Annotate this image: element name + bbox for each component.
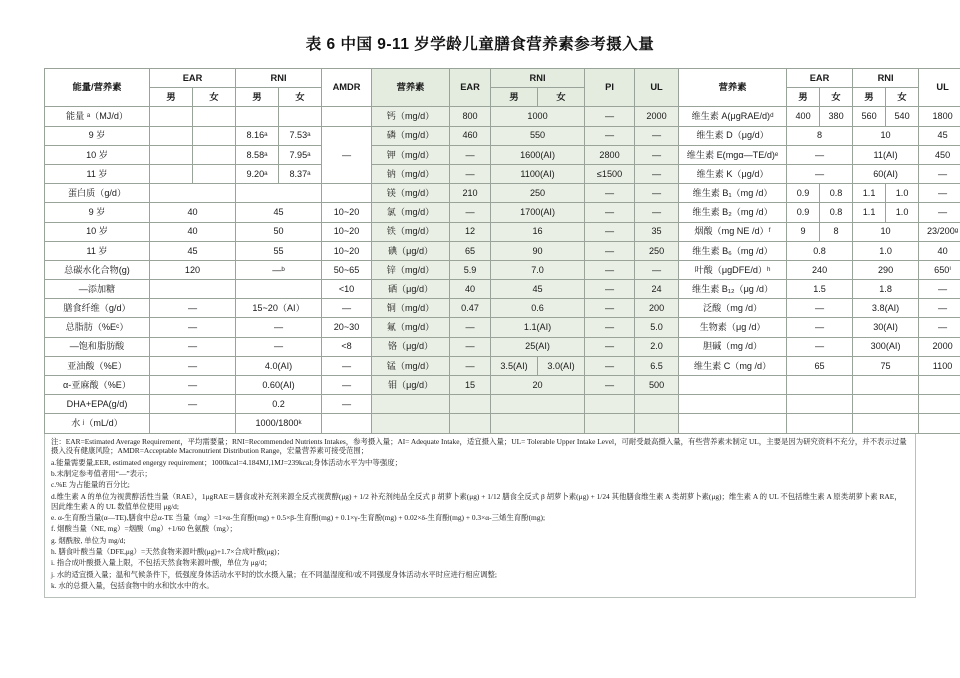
right-ul: [919, 395, 960, 414]
left-rni-male: 8.58ᵃ: [236, 145, 279, 164]
left-ear-female: [193, 164, 236, 183]
footnote-line: a.能量需要量,EER, estimated engergy requirement；1000kcal=4.184MJ,1MJ=239kcal;身体活动水平为中等强度；: [51, 457, 402, 467]
middle-ear: 0.47: [450, 299, 491, 318]
right-rni-span: [853, 414, 919, 433]
right-nutrient-label: 烟酸（mg NE /d）ᶠ: [679, 222, 787, 241]
table-body: [45, 107, 960, 433]
footnote-line: c.%E 为占能量的百分比;: [51, 480, 130, 490]
middle-rni-span: 1700(AI): [491, 203, 585, 222]
left-row-label: DHA+EPA(g/d): [45, 395, 150, 414]
middle-rni-span: 1600(AI): [491, 145, 585, 164]
left-ear-span: —: [150, 376, 236, 395]
middle-ear: [450, 414, 491, 433]
table-row: [45, 337, 960, 356]
nutrition-table: [44, 68, 960, 434]
left-rni-span: 0.2: [236, 395, 322, 414]
middle-pi: —: [585, 260, 635, 279]
right-nutrient-label: 泛酸（mg /d）: [679, 299, 787, 318]
left-ear-span: —: [150, 318, 236, 337]
left-ear-span: 40: [150, 222, 236, 241]
header-left-nutrient: 能量/营养素: [45, 69, 150, 107]
table-row: [45, 107, 960, 126]
left-rni-female: 7.53ᵃ: [279, 126, 322, 145]
middle-pi: [585, 414, 635, 433]
left-row-label: 膳食纤维（g/d）: [45, 299, 150, 318]
table-row: [45, 164, 960, 183]
right-ear-female: 0.8: [820, 203, 853, 222]
right-ear-span: [787, 414, 853, 433]
footnote-line: j. 水的适宜摄入量；温和气候条件下，低强度身体活动水平时的饮水摄入量；在不同温湿度和/或不同强度身体活动水平时应进行相应调整;: [51, 569, 497, 579]
right-ul: 450: [919, 145, 960, 164]
footnote-line: h. 膳食叶酸当量（DFE,μg）=天然食物来源叶酸(μg)+1.7×合成叶酸(μg)；: [51, 546, 284, 556]
right-rni-male: 1.1: [853, 203, 886, 222]
right-nutrient-label: 生物素（μg /d）: [679, 318, 787, 337]
right-rni-span: 3.8(AI): [853, 299, 919, 318]
left-ear-male: [150, 145, 193, 164]
middle-ear: [450, 395, 491, 414]
header-right-rni-female: 女: [886, 88, 919, 107]
middle-rni-span: 0.6: [491, 299, 585, 318]
header-left-ear-female: 女: [193, 88, 236, 107]
right-ear-span: —: [787, 299, 853, 318]
header-right-rni-male: 男: [853, 88, 886, 107]
middle-ul: —: [635, 184, 679, 203]
left-amdr: —: [322, 299, 372, 318]
middle-ear: —: [450, 145, 491, 164]
header-left-rni-female: 女: [279, 88, 322, 107]
middle-nutrient-label: [372, 395, 450, 414]
right-ul: 2000: [919, 337, 960, 356]
header-left-rni-male: 男: [236, 88, 279, 107]
right-ear-span: 240: [787, 260, 853, 279]
right-rni-male: 560: [853, 107, 886, 126]
right-ul: —: [919, 184, 960, 203]
middle-ul: 35: [635, 222, 679, 241]
middle-ear: 65: [450, 241, 491, 260]
footnote-line: d.维生素 A 的单位为视黄醇活性当量（RAE），1μgRAE＝膳食或补充剂来源全反式视黄醇(μg) + 1/2 补充剂纯品全反式 β 胡萝卜素(μg) + 1/12 膳食全反式 β 胡萝卜素(μg) + 1/24 其他膳食维生素 A 类胡萝卜素(μg)；维生素 A 的 UL 不包括维生素 A 原类胡萝卜素 RAE，因此维生素 A 的 UL 数值单位使用 μg/d;: [51, 491, 902, 511]
left-amdr: 20~30: [322, 318, 372, 337]
middle-pi: —: [585, 107, 635, 126]
middle-rni-span: 16: [491, 222, 585, 241]
header-middle-nutrient: 营养素: [372, 69, 450, 107]
header-right-ul: UL: [919, 69, 960, 107]
left-rni-span: —: [236, 337, 322, 356]
right-ear-span: 0.8: [787, 241, 853, 260]
left-amdr: —: [322, 376, 372, 395]
left-ear-female: [193, 126, 236, 145]
right-nutrient-label: 维生素 E(mgα—TE/d)ᵉ: [679, 145, 787, 164]
middle-rni-male: 3.5(AI): [491, 356, 538, 375]
middle-rni-span: [491, 414, 585, 433]
right-ul: —: [919, 299, 960, 318]
left-rni-span: 50: [236, 222, 322, 241]
left-row-label: —饱和脂肪酸: [45, 337, 150, 356]
middle-ul: [635, 395, 679, 414]
middle-rni-span: 20: [491, 376, 585, 395]
middle-rni-span: 1100(AI): [491, 164, 585, 183]
right-nutrient-label: [679, 395, 787, 414]
right-rni-span: 1.8: [853, 280, 919, 299]
left-ear-span: [150, 184, 236, 203]
left-ear-span: [150, 280, 236, 299]
left-amdr: 10~20: [322, 222, 372, 241]
left-row-label: —添加糖: [45, 280, 150, 299]
left-rni-male: 9.20ᵃ: [236, 164, 279, 183]
middle-nutrient-label: 钠（mg/d）: [372, 164, 450, 183]
table-row: [45, 414, 960, 433]
left-rni-male: [236, 107, 279, 126]
middle-nutrient-label: 锌（mg/d）: [372, 260, 450, 279]
right-ear-span: —: [787, 145, 853, 164]
left-rni-span: 0.60(AI): [236, 376, 322, 395]
middle-ul: 6.5: [635, 356, 679, 375]
header-right-ear-male: 男: [787, 88, 820, 107]
right-rni-span: 290: [853, 260, 919, 279]
middle-ul: [635, 414, 679, 433]
middle-ul: —: [635, 203, 679, 222]
header-row-top: [45, 69, 960, 88]
middle-pi: —: [585, 126, 635, 145]
left-amdr: —: [322, 356, 372, 375]
table-row: [45, 280, 960, 299]
left-rni-span: —: [236, 318, 322, 337]
right-rni-female: 1.0: [886, 184, 919, 203]
footnote-line: e. α-生育酚当量(α—TE),膳食中总α-TE 当量（mg）=1×α-生育酚(mg) + 0.5×β-生育酚(mg) + 0.1×γ-生育酚(mg) + 0.02×δ-生育酚(mg) + 0.3×α-三烯生育酚(mg);: [51, 512, 545, 522]
table-row: [45, 222, 960, 241]
right-rni-span: 1.0: [853, 241, 919, 260]
header-middle-rni-female: 女: [538, 88, 585, 107]
left-row-label: 11 岁: [45, 164, 150, 183]
middle-rni-female: 3.0(AI): [538, 356, 585, 375]
left-ear-male: [150, 107, 193, 126]
middle-pi: —: [585, 280, 635, 299]
right-ul: —: [919, 318, 960, 337]
right-ul: 1100: [919, 356, 960, 375]
right-ear-male: 0.9: [787, 184, 820, 203]
right-ul: —: [919, 280, 960, 299]
left-amdr: [322, 184, 372, 203]
middle-ear: —: [450, 337, 491, 356]
left-amdr: [322, 414, 372, 433]
right-nutrient-label: 维生素 B₆（mg /d）: [679, 241, 787, 260]
left-ear-span: 40: [150, 203, 236, 222]
middle-ul: 2.0: [635, 337, 679, 356]
left-row-label: 10 岁: [45, 222, 150, 241]
table-row: [45, 376, 960, 395]
right-ul: 650ⁱ: [919, 260, 960, 279]
middle-ul: —: [635, 126, 679, 145]
left-amdr: 10~20: [322, 203, 372, 222]
right-nutrient-label: 维生素 C（mg /d）: [679, 356, 787, 375]
left-ear-female: [193, 107, 236, 126]
middle-pi: 2800: [585, 145, 635, 164]
left-rni-span: [236, 184, 322, 203]
left-amdr: [322, 107, 372, 126]
middle-ul: —: [635, 260, 679, 279]
middle-ear: 460: [450, 126, 491, 145]
left-rni-span: 1000/1800ᵏ: [236, 414, 322, 433]
table-row: [45, 260, 960, 279]
middle-pi: [585, 395, 635, 414]
header-left-ear-male: 男: [150, 88, 193, 107]
right-ul: 1800: [919, 107, 960, 126]
right-ear-male: 400: [787, 107, 820, 126]
left-row-label: 总脂肪（%Eᶜ）: [45, 318, 150, 337]
right-rni-span: 30(AI): [853, 318, 919, 337]
right-nutrient-label: 维生素 B₁（mg /d）: [679, 184, 787, 203]
left-rni-male: 8.16ᵃ: [236, 126, 279, 145]
footnote-line: b.未制定参考值者用“—”表示；: [51, 469, 152, 479]
footnote-line: 注：EAR=Estimated Average Requirement，平均需要量；RNI=Recommended Nutrients Intakes，参考摄入量；AI= Adequate Intake，适宜摄入量；UL= Tolerable Upper Intake Level，可耐受最高摄入量，有些营养素未制定 UL，主要是因为研究资料不充分，并不表示过量摄入没有健康风险；AMDR=Acceptable Macronutrient Distribution Range，宏量营养素可接受范围；: [51, 436, 907, 456]
middle-nutrient-label: 碘（μg/d）: [372, 241, 450, 260]
left-amdr: 10~20: [322, 241, 372, 260]
right-rni-span: 75: [853, 356, 919, 375]
middle-ul: 250: [635, 241, 679, 260]
right-ear-span: [787, 395, 853, 414]
table-row: [45, 145, 960, 164]
left-ear-span: 120: [150, 260, 236, 279]
right-rni-span: 10: [853, 126, 919, 145]
left-row-label: 能量 ᵃ（MJ/d）: [45, 107, 150, 126]
middle-nutrient-label: 磷（mg/d）: [372, 126, 450, 145]
left-ear-male: [150, 164, 193, 183]
table-row: [45, 184, 960, 203]
middle-ear: —: [450, 203, 491, 222]
header-right-nutrient: 营养素: [679, 69, 787, 107]
middle-nutrient-label: 铜（mg/d）: [372, 299, 450, 318]
right-ul: —: [919, 203, 960, 222]
header-left-amdr: AMDR: [322, 69, 372, 107]
middle-nutrient-label: 锰（mg/d）: [372, 356, 450, 375]
footnote-line: k. 水的总摄入量，包括食物中的水和饮水中的水。: [51, 581, 214, 591]
right-ear-span: 65: [787, 356, 853, 375]
header-left-ear: EAR: [150, 69, 236, 88]
left-rni-span: 55: [236, 241, 322, 260]
middle-ear: 5.9: [450, 260, 491, 279]
footnote-line: g. 烟酰胺, 单位为 mg/d;: [51, 535, 126, 545]
left-row-label: 11 岁: [45, 241, 150, 260]
middle-nutrient-label: 氟（mg/d）: [372, 318, 450, 337]
middle-pi: —: [585, 203, 635, 222]
middle-rni-span: 7.0: [491, 260, 585, 279]
middle-nutrient-label: 镁（mg/d）: [372, 184, 450, 203]
middle-nutrient-label: 氯（mg/d）: [372, 203, 450, 222]
header-middle-ear: EAR: [450, 69, 491, 107]
middle-ul: —: [635, 145, 679, 164]
middle-ul: 200: [635, 299, 679, 318]
table-header: [45, 69, 960, 107]
table-row: [45, 356, 960, 375]
middle-rni-span: [491, 395, 585, 414]
middle-nutrient-label: [372, 414, 450, 433]
middle-pi: —: [585, 184, 635, 203]
right-ul: [919, 414, 960, 433]
page-title: 表 6 中国 9-11 岁学龄儿童膳食营养素参考摄入量: [305, 36, 655, 53]
right-rni-span: 60(AI): [853, 164, 919, 183]
right-ear-female: 380: [820, 107, 853, 126]
middle-rni-span: 90: [491, 241, 585, 260]
header-right-ear-female: 女: [820, 88, 853, 107]
middle-ul: 500: [635, 376, 679, 395]
nutrition-table-container: [44, 68, 959, 434]
left-amdr: —: [322, 126, 372, 184]
table-row: [45, 395, 960, 414]
left-row-label: 9 岁: [45, 203, 150, 222]
left-row-label: α-亚麻酸（%E）: [45, 376, 150, 395]
right-nutrient-label: 维生素 B₂（mg /d）: [679, 203, 787, 222]
right-rni-male: 1.1: [853, 184, 886, 203]
middle-ear: 12: [450, 222, 491, 241]
right-rni-span: [853, 376, 919, 395]
header-right-rni: RNI: [853, 69, 919, 88]
right-ul: 40: [919, 241, 960, 260]
left-rni-female: [279, 107, 322, 126]
left-amdr: <10: [322, 280, 372, 299]
right-ear-span: 8: [787, 126, 853, 145]
right-rni-span: 10: [853, 222, 919, 241]
header-middle-rni: RNI: [491, 69, 585, 88]
right-ear-female: 0.8: [820, 184, 853, 203]
middle-nutrient-label: 钼（μg/d）: [372, 376, 450, 395]
left-row-label: 蛋白质（g/d）: [45, 184, 150, 203]
left-rni-span: 45: [236, 203, 322, 222]
left-ear-span: —: [150, 299, 236, 318]
middle-nutrient-label: 钾（mg/d）: [372, 145, 450, 164]
middle-nutrient-label: 铬（μg/d）: [372, 337, 450, 356]
header-row-bottom: [45, 88, 960, 107]
table-row: [45, 299, 960, 318]
middle-rni-span: 1.1(AI): [491, 318, 585, 337]
footnote-line: i. 指合成叶酸摄入量上限，不包括天然食物来源叶酸，单位为 μg/d；: [51, 558, 272, 568]
middle-nutrient-label: 硒（μg/d）: [372, 280, 450, 299]
right-nutrient-label: [679, 376, 787, 395]
right-nutrient-label: 维生素 B₁₂（μg /d）: [679, 280, 787, 299]
left-row-label: 水 ʲ（mL/d）: [45, 414, 150, 433]
left-row-label: 总碳水化合物(g): [45, 260, 150, 279]
left-row-label: 9 岁: [45, 126, 150, 145]
middle-pi: —: [585, 241, 635, 260]
header-middle-ul: UL: [635, 69, 679, 107]
middle-rni-span: 250: [491, 184, 585, 203]
footnote-line: f. 烟酸当量（NE, mg）=烟酸（mg）+1/60 色氨酸（mg）；: [51, 524, 237, 534]
left-ear-span: [150, 414, 236, 433]
left-rni-span: 15~20（AI）: [236, 299, 322, 318]
right-ul: —: [919, 164, 960, 183]
left-amdr: 50~65: [322, 260, 372, 279]
left-rni-span: [236, 280, 322, 299]
right-ear-span: —: [787, 164, 853, 183]
right-ear-span: —: [787, 318, 853, 337]
middle-pi: —: [585, 222, 635, 241]
right-ul: 23/200ᵍ: [919, 222, 960, 241]
middle-pi: —: [585, 318, 635, 337]
right-rni-span: [853, 395, 919, 414]
header-middle-rni-male: 男: [491, 88, 538, 107]
header-right-ear: EAR: [787, 69, 853, 88]
right-rni-span: 300(AI): [853, 337, 919, 356]
table-row: [45, 126, 960, 145]
middle-ul: 5.0: [635, 318, 679, 337]
left-ear-span: —: [150, 356, 236, 375]
middle-ear: —: [450, 164, 491, 183]
right-ear-span: [787, 376, 853, 395]
right-nutrient-label: 维生素 A(μgRAE/d)ᵈ: [679, 107, 787, 126]
left-rni-span: 4.0(AI): [236, 356, 322, 375]
right-ul: [919, 376, 960, 395]
right-ear-male: 0.9: [787, 203, 820, 222]
middle-ear: 800: [450, 107, 491, 126]
right-nutrient-label: 维生素 D（μg/d）: [679, 126, 787, 145]
middle-ear: —: [450, 356, 491, 375]
table-row: [45, 203, 960, 222]
middle-pi: —: [585, 299, 635, 318]
right-rni-female: 1.0: [886, 203, 919, 222]
table-row: [45, 241, 960, 260]
right-ear-male: 9: [787, 222, 820, 241]
left-rni-span: —ᵇ: [236, 260, 322, 279]
middle-ul: 2000: [635, 107, 679, 126]
table-footnotes: [44, 434, 916, 599]
middle-ear: —: [450, 318, 491, 337]
middle-pi: —: [585, 356, 635, 375]
middle-ul: —: [635, 164, 679, 183]
left-row-label: 亚油酸（%E）: [45, 356, 150, 375]
middle-ear: 40: [450, 280, 491, 299]
middle-pi: —: [585, 376, 635, 395]
middle-ear: 210: [450, 184, 491, 203]
middle-ear: 15: [450, 376, 491, 395]
middle-rni-span: 45: [491, 280, 585, 299]
left-ear-female: [193, 145, 236, 164]
left-row-label: 10 岁: [45, 145, 150, 164]
right-ul: 45: [919, 126, 960, 145]
left-ear-span: 45: [150, 241, 236, 260]
middle-pi: ≤1500: [585, 164, 635, 183]
middle-pi: —: [585, 337, 635, 356]
middle-nutrient-label: 钙（mg/d）: [372, 107, 450, 126]
right-ear-span: 1.5: [787, 280, 853, 299]
left-amdr: —: [322, 395, 372, 414]
middle-ul: 24: [635, 280, 679, 299]
right-rni-span: 11(AI): [853, 145, 919, 164]
left-rni-female: 8.37ᵃ: [279, 164, 322, 183]
left-ear-male: [150, 126, 193, 145]
table-row: [45, 318, 960, 337]
left-amdr: <8: [322, 337, 372, 356]
right-nutrient-label: 维生素 K（μg/d）: [679, 164, 787, 183]
header-middle-pi: PI: [585, 69, 635, 107]
middle-rni-span: 25(AI): [491, 337, 585, 356]
right-nutrient-label: 叶酸（μgDFE/d）ʰ: [679, 260, 787, 279]
right-ear-span: —: [787, 337, 853, 356]
middle-nutrient-label: 铁（mg/d）: [372, 222, 450, 241]
header-left-rni: RNI: [236, 69, 322, 88]
middle-rni-span: 550: [491, 126, 585, 145]
right-ear-female: 8: [820, 222, 853, 241]
middle-rni-span: 1000: [491, 107, 585, 126]
right-nutrient-label: 胆碱（mg /d）: [679, 337, 787, 356]
right-rni-female: 540: [886, 107, 919, 126]
left-ear-span: —: [150, 395, 236, 414]
left-ear-span: —: [150, 337, 236, 356]
right-nutrient-label: [679, 414, 787, 433]
left-rni-female: 7.95ᵃ: [279, 145, 322, 164]
